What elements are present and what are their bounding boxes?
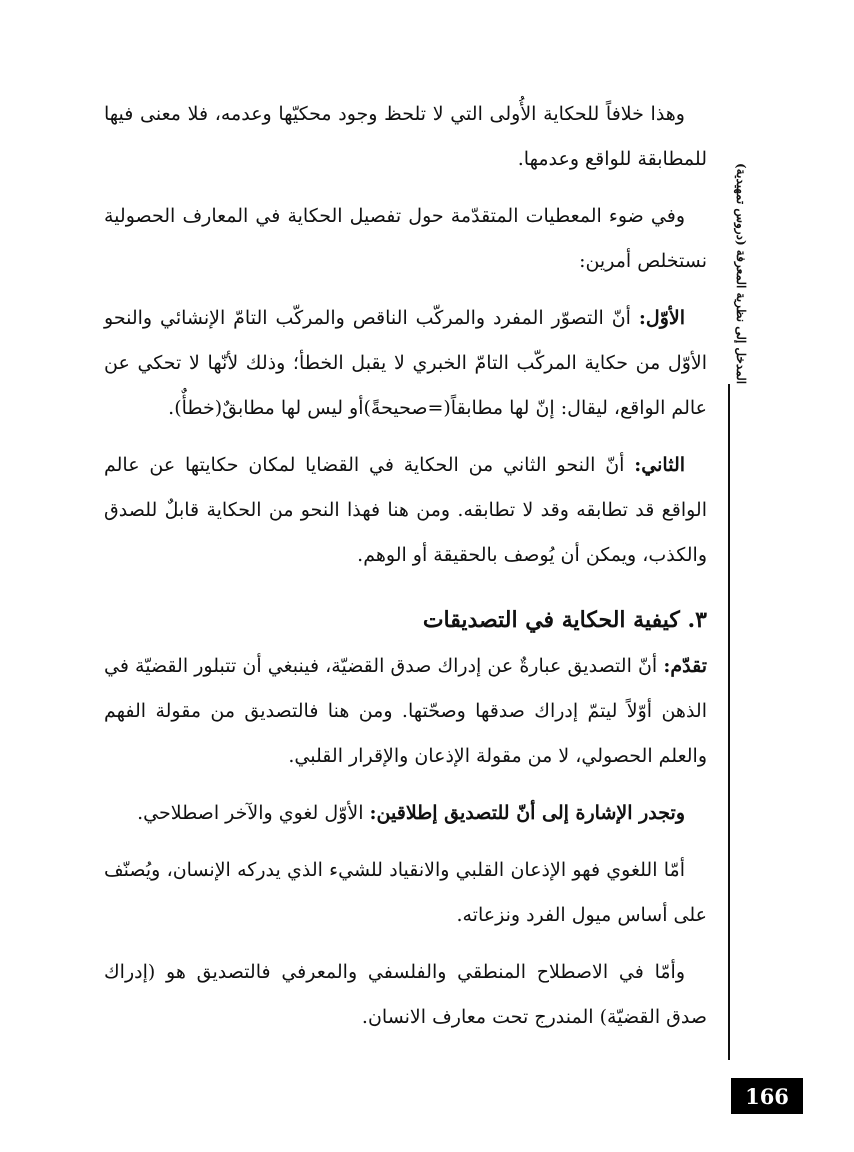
paragraph-linguistic: أمّا اللغوي فهو الإذعان القلبي والانقياد للشيء الذي يدركه الإنسان، ويُصنّف على أساس ميول الفرد ونزعاته. [104,859,707,926]
intro-text: أنّ التصديق عبارةٌ عن إدراك صدق القضيّة، فينبغي أن تتبلور القضيّة في الذهن أوّلاً ليتمّ إدراك صدقها وصحّتها. ومن هنا فالتصديق من مقولة الفهم والعلم الحصولي، لا من مقولة الإذعان والإقرار القلبي. [104,655,707,767]
paragraph-tassdiq-intro [104,644,707,779]
usage-text: الأوّل لغوي والآخر اصطلاحي. [137,802,364,824]
intro-label: تقدّم: [663,655,707,677]
first-point-label: الأوّل: [638,307,685,329]
running-header: المدخل إلى نظرية المعرفة (دروس تمهيدية) [734,162,748,384]
section-heading: ٣. كيفية الحكاية في التصديقات [422,607,707,633]
paragraph-two-usages [104,791,707,836]
page-number: 166 [731,1078,803,1114]
side-rule-divider [728,384,730,1060]
paragraph-second-point [104,443,707,578]
second-point-text: أنّ النحو الثاني من الحكاية في القضايا لمكان حكايتها عن عالم الواقع قد تطابقه وقد لا تطابقه. ومن هنا فهذا النحو من الحكاية قابلٌ للصدق والكذب، ويمكن أن يُوصف بالحقيقة أو الوهم. [104,454,707,566]
paragraph-technical: وأمّا في الاصطلاح المنطقي والفلسفي والمعرفي فالتصديق هو (إدراك صدق القضيّة) المندرج تحت معارف الانسان. [104,961,707,1028]
page-body [104,92,707,1052]
second-point-label: الثاني: [634,454,686,476]
first-point-text: أنّ التصوّر المفرد والمركّب الناقص والمركّب التامّ الإنشائي والنحو الأوّل من حكاية المركّب التامّ الخبري لا يقبل الخطأ؛ وذلك لأنّها لا تحكي عن عالم الواقع، ليقال: إنّ لها مطابقاً(=صحيحةً)أو ليس لها مطابقٌ(خطأٌ). [104,307,707,419]
paragraph-intro-contrast: وهذا خلافاً للحكاية الأُولى التي لا تلحظ وجود محكيّها وعدمه، فلا معنى فيها للمطابقة للواقع وعدمها. [104,103,707,170]
paragraph-two-points: وفي ضوء المعطيات المتقدّمة حول تفصيل الحكاية في المعارف الحصولية نستخلص أمرين: [104,205,707,272]
paragraph-first-point [104,296,707,431]
usage-label: وتجدر الإشارة إلى أنّ للتصديق إطلاقين: [369,802,685,824]
